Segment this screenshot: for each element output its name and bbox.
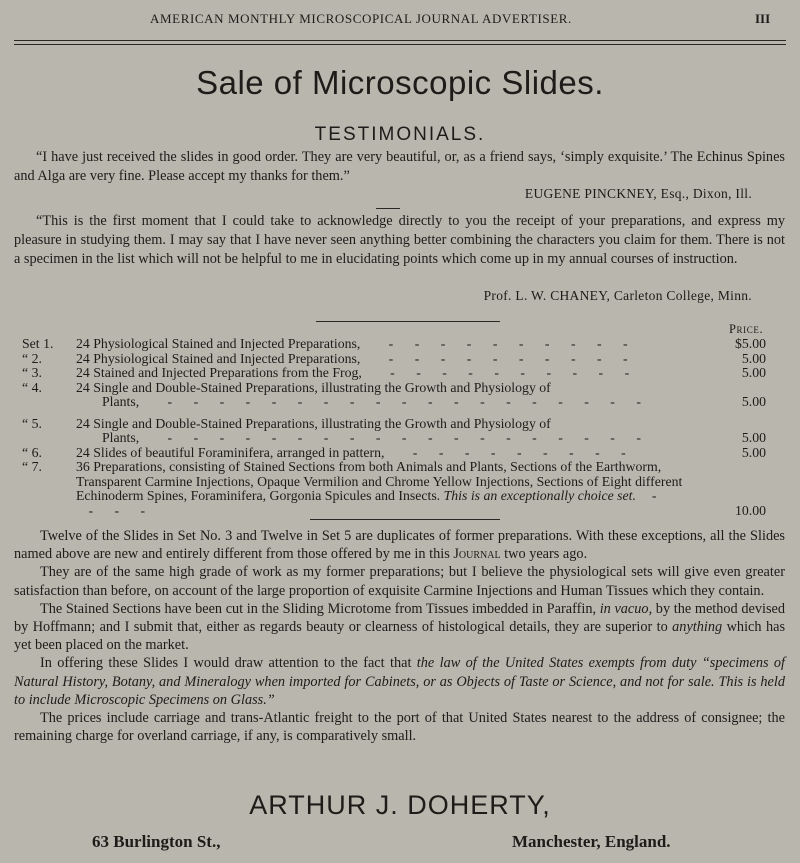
page-number: III xyxy=(755,11,771,26)
set-label: “ 3. xyxy=(22,365,42,380)
set-price: 5.00 xyxy=(741,394,766,409)
price-column-header: Price. xyxy=(729,322,764,336)
testimonial-author-2: Prof. L. W. CHANEY, Carleton College, Minn. xyxy=(483,288,752,303)
set-price: $5.00 xyxy=(734,336,766,351)
leader-dashes: - - - - - - - - - - xyxy=(365,365,639,380)
paragraph-customs: In offering these Slides I would draw attention to the fact that the law of the United States exempts from duty “specimens of Natural History, Botany, and Mineralogy when imported for Cabinets, or as Objects of Taste or Science, and not for sale. This is held to include Microscopic Specimens on Glass.” xyxy=(14,655,786,708)
set-description-continuation: Plants, xyxy=(102,394,140,409)
section-divider-top xyxy=(316,321,500,322)
leader-dashes: - - - - - - - - - - xyxy=(363,350,637,366)
set-description: 36 Preparations, consisting of Stained Sections from both Animals and Plants, Sections of the Earthworm, Transparent Carmine Injections, Opaque Vermilion and Chrome Yellow Injections, Sections of Eight different Echinoderm Spines, Foraminifera, Gorgonia Spicules and Insects. xyxy=(76,459,683,503)
set-price: 10.00 xyxy=(734,502,766,518)
seller-name: ARTHUR J. DOHERTY, xyxy=(249,790,551,820)
set-label: Set 1. xyxy=(22,336,54,351)
set-description-continuation: Plants, xyxy=(102,430,140,445)
set-label: “ 7. xyxy=(22,459,42,474)
set-price: 5.00 xyxy=(741,350,766,366)
price-list-item xyxy=(0,366,800,381)
header-rule-top xyxy=(14,40,786,41)
leader-dashes: - - - - - - - - - - - - - - - - - - - xyxy=(142,430,650,445)
paragraph-duplicates: Twelve of the Slides in Set No. 3 and Twelve in Set 5 are duplicates of former preparations. With these exceptions, all the Slides named above are new and entirely different from those offered by me in this Journal two years ago. xyxy=(14,528,785,563)
testimonial-author-1: EUGENE PINCKNEY, Esq., Dixon, Ill. xyxy=(524,186,752,201)
price-list-item xyxy=(0,381,800,410)
set-label: “ 4. xyxy=(22,379,42,395)
paragraph-carriage: The prices include carriage and trans-Atlantic freight to the port of that United States nearest to the address of consignee; the remaining charge for overland carriage, if any, is comparatively small. xyxy=(14,710,785,745)
set-description: 24 Stained and Injected Preparations from the Frog, xyxy=(76,365,362,380)
testimonials-heading: TESTIMONIALS. xyxy=(314,124,486,145)
testimonial-quote-2: “This is the first moment that I could take to acknowledge directly to you the receipt of your preparations, and express my pleasure in studying them. I may say that I have never seen anything better combining the characters you claim for them. There is not a specimen in the list which will not be helpful to me in elucidating points which come up in my annual courses of instruction. xyxy=(14,213,785,267)
price-list-item xyxy=(0,352,800,367)
set-description: 24 Single and Double-Stained Preparations, illustrating the Growth and Physiology of xyxy=(76,379,551,395)
set-price: 5.00 xyxy=(741,365,766,380)
set-label: “ 5. xyxy=(22,415,42,431)
page-title: Sale of Microscopic Slides. xyxy=(196,64,604,101)
set-price: 5.00 xyxy=(741,430,766,445)
set-description: 24 Physiological Stained and Injected Preparations, xyxy=(76,350,361,366)
set-note: This is an exceptionally choice set. xyxy=(443,488,636,503)
set-description: 24 Slides of beautiful Foraminifera, arranged in pattern, xyxy=(76,444,385,460)
set-label: “ 6. xyxy=(22,444,42,460)
set-price: 5.00 xyxy=(741,444,766,460)
seller-street: 63 Burlington St., xyxy=(92,832,221,851)
set-label: “ 2. xyxy=(22,350,42,366)
body-text xyxy=(14,527,785,745)
set-description: 24 Physiological Stained and Injected Preparations, xyxy=(76,336,361,351)
price-list-item xyxy=(0,446,800,461)
leader-dashes: - - - - xyxy=(76,488,666,518)
paragraph-sections: The Stained Sections have been cut in the Sliding Microtome from Tissues imbedded in Paraffin, in vacuo, by the method devised by Hoffmann; and I submit that, either as regards beauty or clearness of histological details, they are superior to anything which has yet been placed on the market. xyxy=(14,600,786,654)
price-list-item xyxy=(0,460,800,518)
price-list-item xyxy=(0,337,800,352)
testimonial-divider xyxy=(376,208,400,209)
header-rule-bottom xyxy=(14,44,786,45)
testimonial-quote-1: “I have just received the slides in good order. They are very beautiful, or, as a friend says, ‘simply exquisite.’ The Echinus Spines and Alga are very fine. Please accept my thanks for them.” xyxy=(14,149,785,184)
leader-dashes: - - - - - - - - - - - - - - - - - - - xyxy=(142,394,650,409)
paragraph-quality: They are of the same high grade of work as my former preparations; but I believe the physiological sets will give even greater satisfaction than before, on account of the large proportion of exquisite Carmine Injections and Human Tissues which they contain. xyxy=(14,564,785,599)
price-list xyxy=(0,337,800,518)
seller-city: Manchester, England. xyxy=(512,832,671,851)
leader-dashes: - - - - - - - - - xyxy=(387,444,635,460)
set-description: 24 Single and Double-Stained Preparations, illustrating the Growth and Physiology of xyxy=(76,415,551,431)
price-list-item xyxy=(0,417,800,446)
leader-dashes: - - - - - - - - - - xyxy=(363,336,637,351)
section-divider-bottom xyxy=(310,519,500,520)
running-title: AMERICAN MONTHLY MICROSCOPICAL JOURNAL ADVERTISER. xyxy=(150,11,572,26)
